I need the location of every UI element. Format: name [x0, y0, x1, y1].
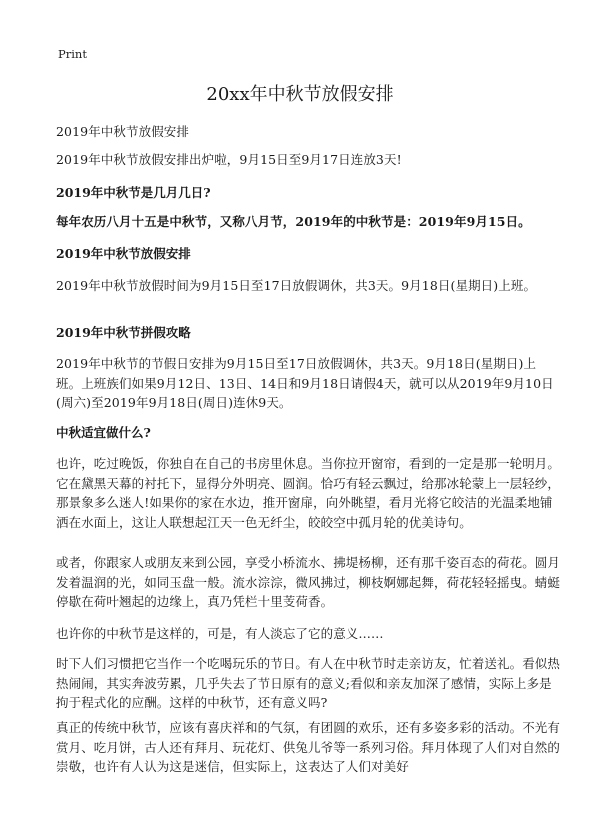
subtitle: 2019年中秋节放假安排 — [56, 124, 190, 139]
section-text-strategy: 2019年中秋节的节假日安排为9月15日至17日放假调休，共3天。9月18日(星期日)上班。上班族们如果9月12日、13日、14日和9月18日请假4天，就可以从2019年9月10日(周六)至2019年9月18日(周日)连休9天。 — [56, 356, 554, 410]
paragraph-park: 或者，你跟家人或朋友来到公园，享受小桥流水、拂堤杨柳，还有那千姿百态的荷花。圆月发着温润的光，如同玉盘一般。流水淙淙，微风拂过，柳枝婀娜起舞，荷花轻轻摇曳。蜻蜓停歇在荷叶翘起的边缘上，真乃凭栏十里芰荷香。 — [56, 555, 561, 609]
section-text-schedule: 2019年中秋节放假时间为9月15日至17日放假调休，共3天。9月18日(星期日)上班。 — [56, 278, 537, 293]
paragraph-tradition: 真正的传统中秋节，应该有喜庆祥和的气氛，有团圆的欢乐，还有多姿多彩的活动。不光有赏月、吃月饼，古人还有拜月、玩花灯、供兔儿爷等一系列习俗。拜月体现了人们对自然的崇敬，也许有人认为这是迷信，但实际上，这表达了人们对美好 — [56, 720, 561, 774]
print-label[interactable]: Print — [58, 47, 87, 61]
section-heading-date: 2019年中秋节是几月几日? — [56, 185, 211, 200]
paragraph-moon: 也许，吃过晚饭，你独自在自己的书房里休息。当你拉开窗帘，看到的一定是那一轮明月。它在黛黑天幕的衬托下，显得分外明亮、圆润。恰巧有轻云飘过，给那冰轮蒙上一层轻纱，那景象多么迷人!如果你的家在水边，推开窗扉，向外眺望，看月光将它皎洁的光温柔地铺洒在水面上，这让人联想起江天一色无纤尘，皎皎空中孤月轮的优美诗句。 — [56, 456, 561, 530]
page-title: 20xx年中秋节放假安排 — [206, 84, 394, 105]
section-heading-strategy: 2019年中秋节拼假攻略 — [56, 325, 191, 340]
intro-paragraph: 2019年中秋节放假安排出炉啦，9月15日至9月17日连放3天! — [56, 152, 402, 167]
paragraph-modern: 时下人们习惯把它当作一个吃喝玩乐的节日。有人在中秋节时走亲访友，忙着送礼。看似热热闹闹，其实奔波劳累，几乎失去了节日原有的意义;看似和亲友加深了感情，实际上多是拘于程式化的应酬。这样的中秋节，还有意义吗? — [56, 656, 561, 710]
section-heading-activities: 中秋适宜做什么? — [56, 425, 151, 440]
section-heading-schedule: 2019年中秋节放假安排 — [56, 246, 191, 261]
section-text-date: 每年农历八月十五是中秋节，又称八月节，2019年的中秋节是：2019年9月15日。 — [56, 214, 531, 229]
paragraph-meaning: 也许你的中秋节是这样的，可是，有人淡忘了它的意义…… — [56, 626, 384, 641]
